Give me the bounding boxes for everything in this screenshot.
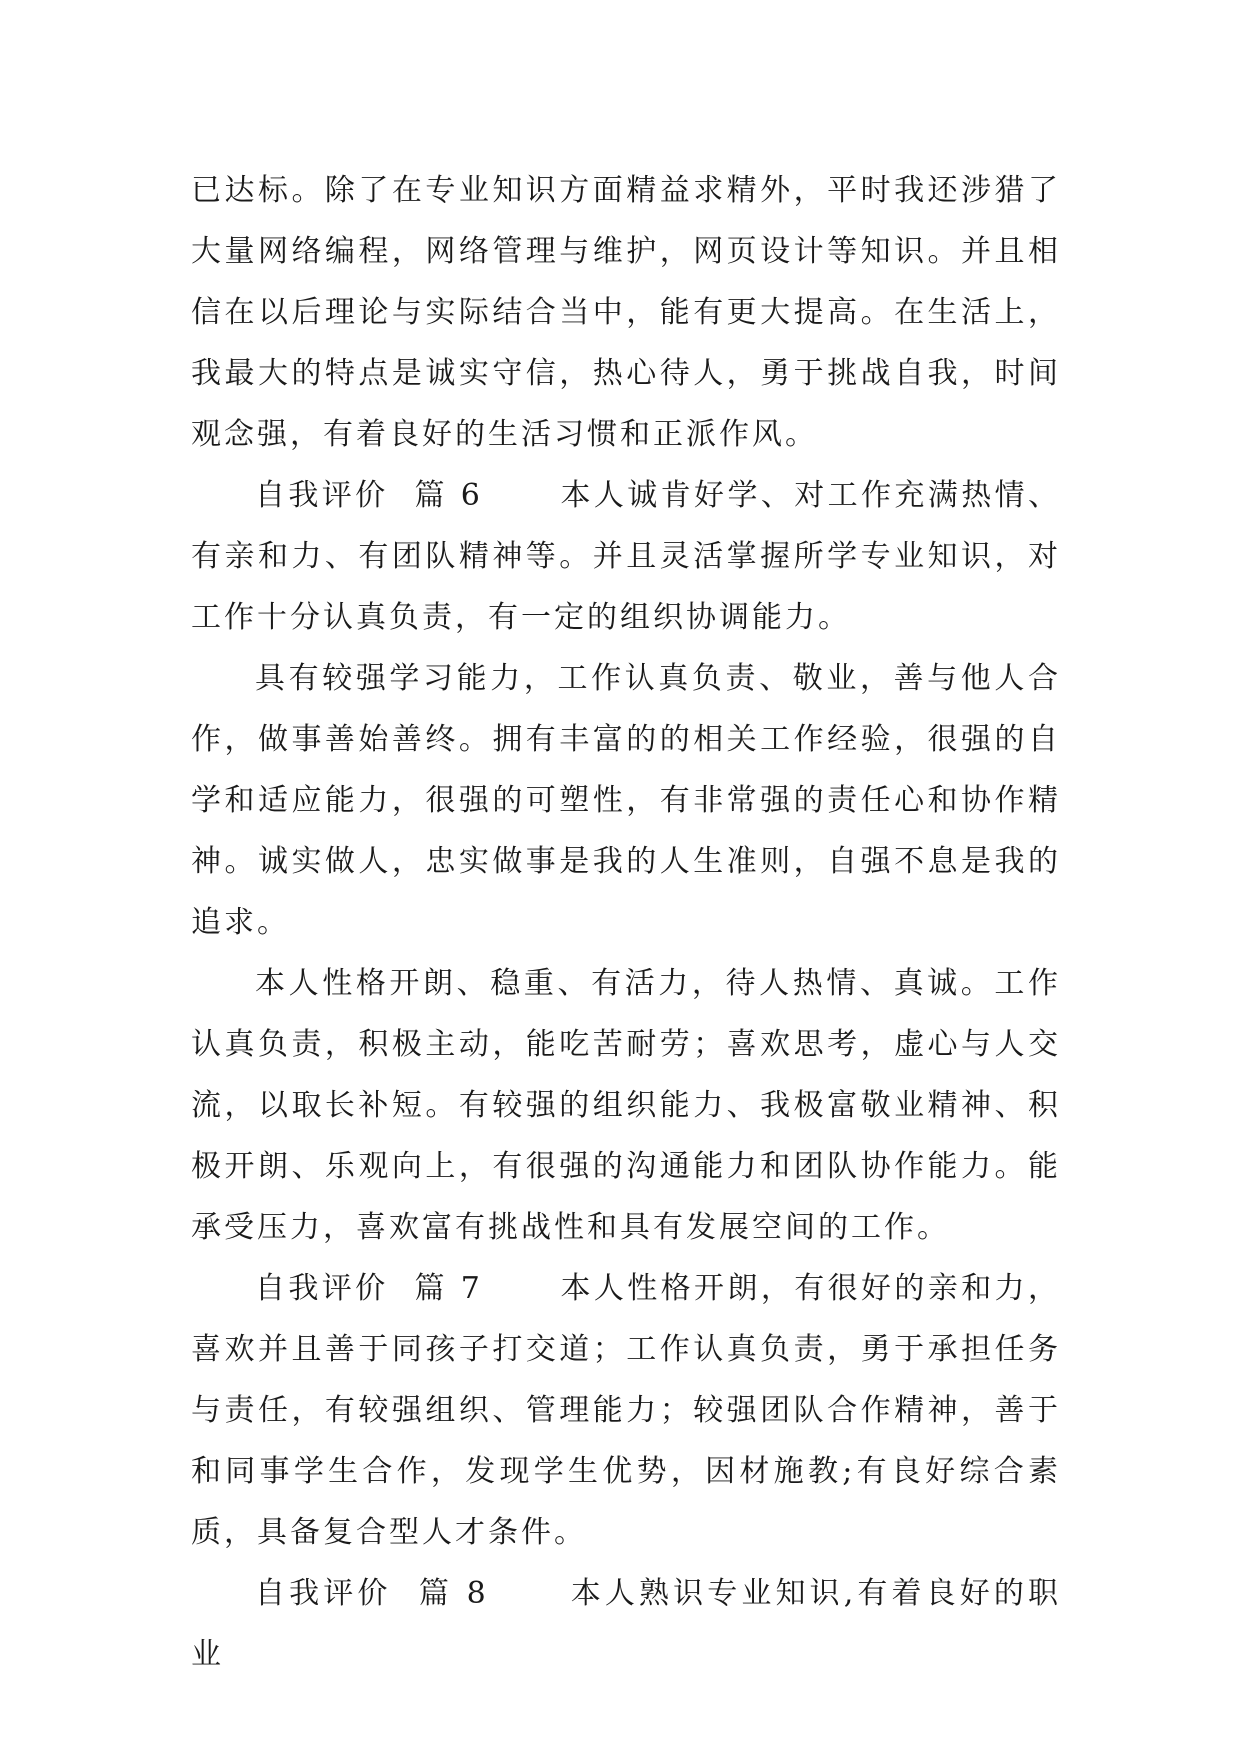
paragraph-text: 本人熟识专业知识,有着良好的职业 (191, 1576, 1062, 1672)
paragraph-1 (191, 160, 1061, 465)
section-heading-6: 自我评价 篇 6 (255, 478, 483, 513)
document-body (191, 160, 1061, 1685)
paragraph-4 (191, 953, 1061, 1258)
paragraph-text: 本人性格开朗、稳重、有活力，待人热情、真诚。工作认真负责，积极主动，能吃苦耐劳；喜欢思考，虚心与人交流，以取长补短。有较强的组织能力、我极富敬业精神、积极开朗、乐观向上，有很强的沟通能力和团队协作能力。能承受压力，喜欢富有挑战性和具有发展空间的工作。 (191, 966, 1061, 1245)
paragraph-3 (191, 648, 1061, 953)
section-heading-7: 自我评价 篇 7 (255, 1271, 483, 1306)
paragraph-text: 本人诚肯好学、对工作充满热情、有亲和力、有团队精神等。并且灵活掌握所学专业知识，对工作十分认真负责，有一定的组织协调能力。 (191, 478, 1062, 635)
paragraph-text: 本人性格开朗，有很好的亲和力，喜欢并且善于同孩子打交道；工作认真负责，勇于承担任务与责任，有较强组织、管理能力；较强团队合作精神，善于和同事学生合作，发现学生优势，因材施教;有良好综合素质，具备复合型人才条件。 (191, 1271, 1062, 1550)
paragraph-text: 具有较强学习能力，工作认真负责、敬业，善与他人合作，做事善始善终。拥有丰富的的相关工作经验，很强的自学和适应能力，很强的可塑性，有非常强的责任心和协作精神。诚实做人，忠实做事是我的人生准则，自强不息是我的追求。 (191, 661, 1061, 940)
paragraph-2 (191, 465, 1061, 648)
paragraph-text: 已达标。除了在专业知识方面精益求精外，平时我还涉猎了大量网络编程，网络管理与维护，网页设计等知识。并且相信在以后理论与实际结合当中，能有更大提高。在生活上，我最大的特点是诚实守信，热心待人，勇于挑战自我，时间观念强，有着良好的生活习惯和正派作风。 (191, 173, 1061, 452)
paragraph-6 (191, 1563, 1061, 1685)
paragraph-5 (191, 1258, 1061, 1563)
section-heading-8: 自我评价 篇 8 (255, 1576, 489, 1611)
